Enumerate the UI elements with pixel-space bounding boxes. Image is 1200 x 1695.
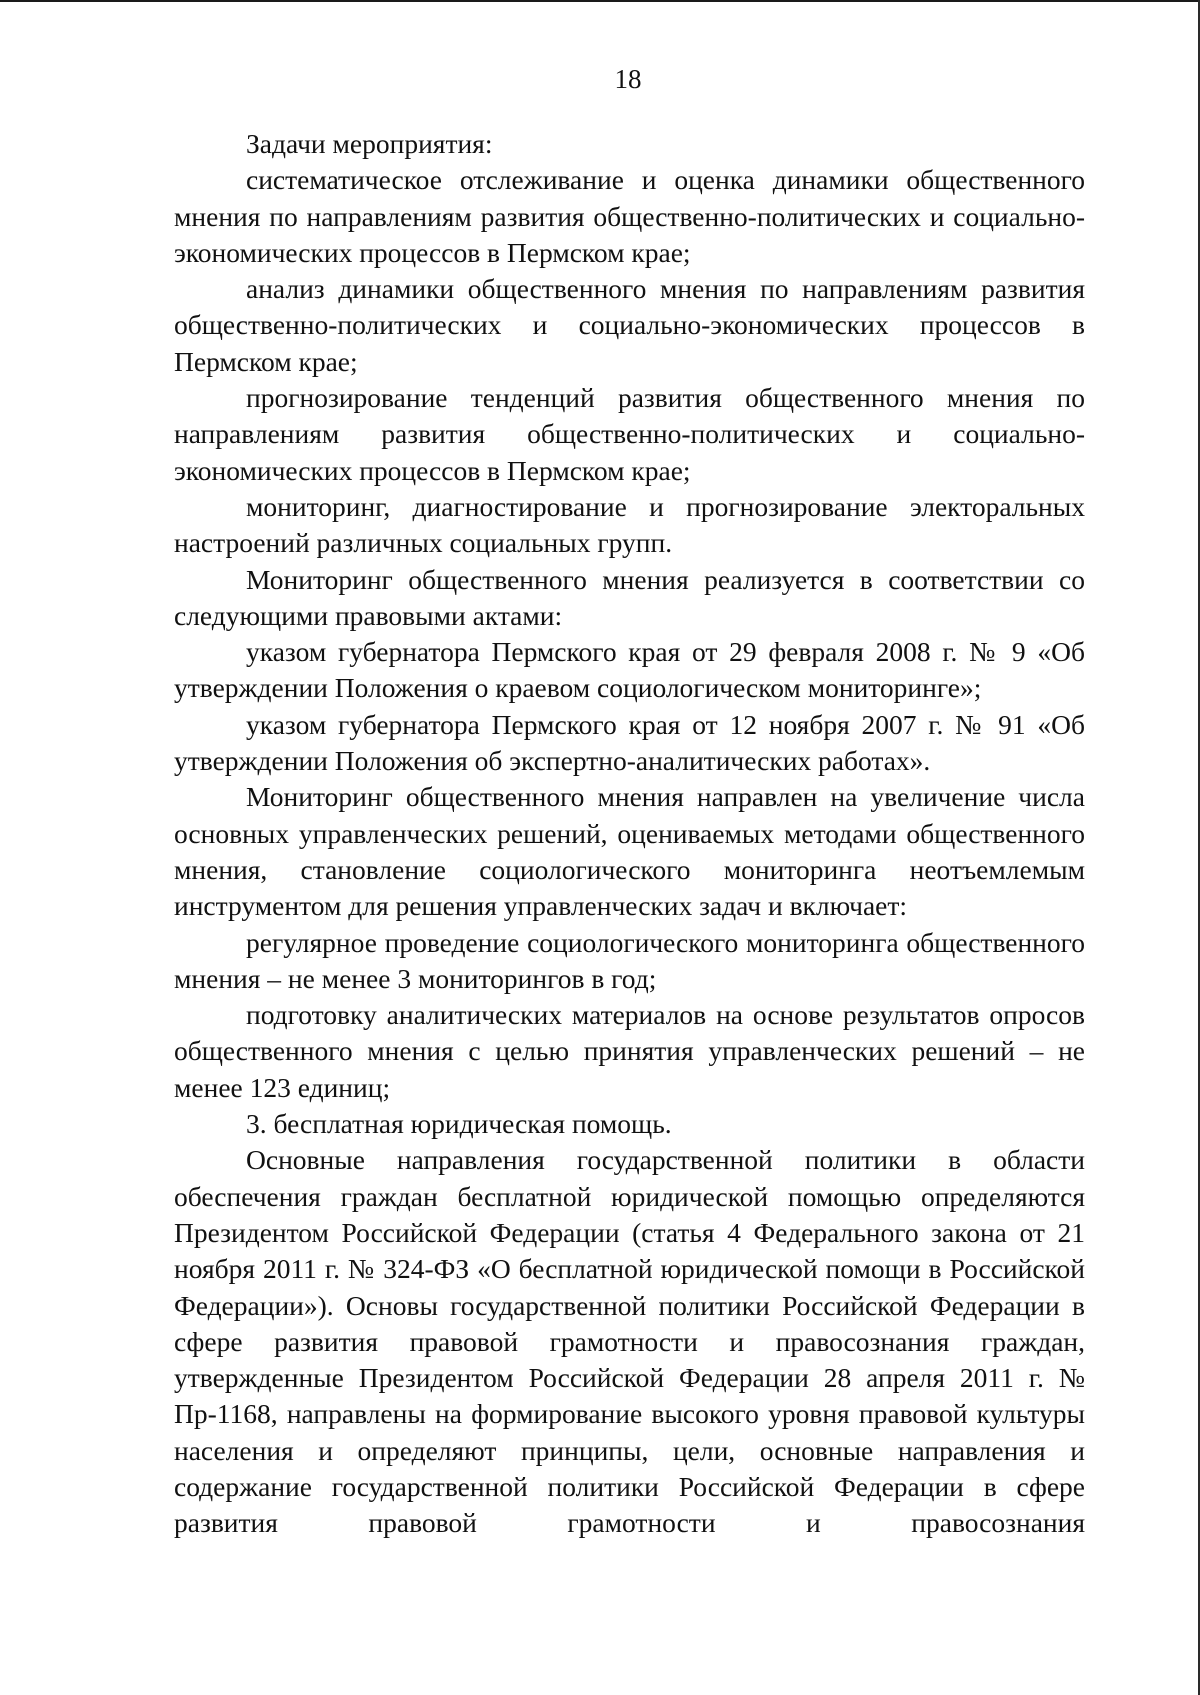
paragraph: подготовку аналитических материалов на основе результатов опросов общественного мнения с целью принятия управленческих решений – не менее 123 единиц;	[174, 999, 1085, 1103]
paragraph: Основные направления государственной политики в области обеспечения граждан бесплатной юридической помощью определяются Президентом Российской Федерации (статья 4 Федерального закона от 21 ноября 2011 г. № 324-ФЗ «О бесплатной юридической помощи в Российской Федерации»). Основы государственной политики Российской Федерации в сфере развития правовой грамотности и правосознания граждан, утвержденные Президентом Российской Федерации 28 апреля 2011 г. № Пр-1168, направлены на формирование высокого уровня правовой культуры населения и определяют принципы, цели, основные направления и содержание государственной политики Российской Федерации в сфере развития правовой грамотности и правосознания	[174, 1144, 1085, 1539]
paragraph: прогнозирование тенденций развития общественного мнения по направлениям развития общественно-политических и социально-экономических процессов в Пермском крае;	[174, 382, 1085, 486]
paragraph: Мониторинг общественного мнения направлен на увеличение числа основных управленческих решений, оцениваемых методами общественного мнения, становление социологического мониторинга неотъемлемым инструментом для решения управленческих задач и включает:	[174, 781, 1085, 922]
paragraph: мониторинг, диагностирование и прогнозирование электоральных настроений различных социальных групп.	[174, 490, 1085, 559]
page-number: 18	[614, 64, 642, 94]
paragraph: Мониторинг общественного мнения реализуется в соответствии со следующими правовыми актами:	[174, 563, 1085, 631]
paragraph: регулярное проведение социологического мониторинга общественного мнения – не менее 3 мониторингов в год;	[174, 926, 1085, 994]
paragraph: указом губернатора Пермского края от 12 ноября 2007 г. № 91 «Об утверждении Положения об экспертно-аналитических работах».	[174, 708, 1085, 777]
document-body	[174, 126, 1085, 1542]
paragraph: Задачи мероприятия:	[246, 128, 493, 159]
section-heading: 3. бесплатная юридическая помощь.	[246, 1108, 672, 1140]
paragraph: анализ динамики общественного мнения по направлениям развития общественно-политических и социально-экономических процессов в Пермском крае;	[174, 273, 1085, 377]
paragraph: указом губернатора Пермского края от 29 февраля 2008 г. № 9 «Об утверждении Положения о краевом социологическом мониторинге»;	[174, 636, 1085, 704]
paragraph: систематическое отслеживание и оценка динамики общественного мнения по направлениям развития общественно-политических и социально-экономических процессов в Пермском крае;	[174, 164, 1085, 268]
scan-border-top	[0, 0, 1200, 2]
